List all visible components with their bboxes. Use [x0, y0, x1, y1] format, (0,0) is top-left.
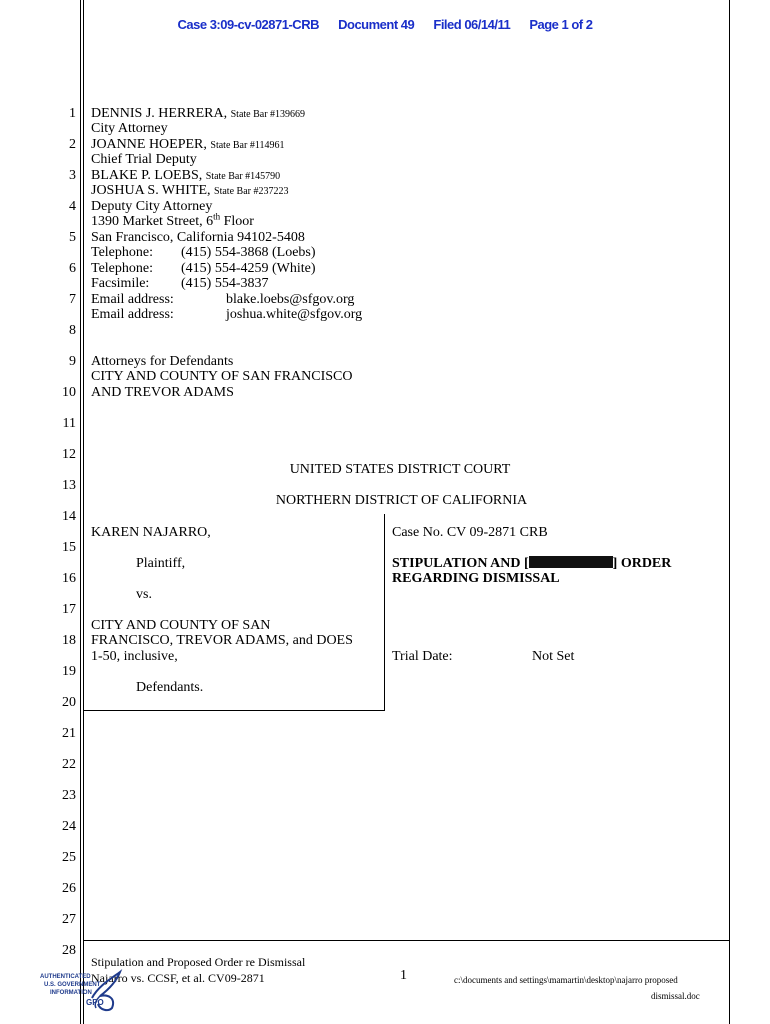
header-document: Document 49	[338, 17, 415, 32]
line-number: 25	[62, 850, 76, 865]
address-line-1	[91, 211, 254, 230]
line-number: 1	[69, 106, 76, 121]
attorney-1-title: City Attorney	[91, 121, 168, 136]
attorney-4-name: JOSHUA S. WHITE,	[91, 183, 211, 198]
defendants-line-3: 1-50, inclusive,	[91, 649, 178, 664]
line-number: 12	[62, 447, 76, 462]
caption-box	[84, 514, 385, 711]
document-title-b: ] ORDER	[612, 556, 672, 571]
margin-rule-left-2	[83, 0, 84, 1024]
line-number: 20	[62, 695, 76, 710]
seal-text-1: AUTHENTICATED	[40, 974, 91, 980]
versus: vs.	[136, 587, 152, 602]
line-number: 11	[62, 416, 76, 431]
email-1-label: Email address:	[91, 292, 174, 307]
email-2-label: Email address:	[91, 307, 174, 322]
seal-text-2: U.S. GOVERNMENT	[44, 982, 101, 988]
email-1-value: blake.loebs@sfgov.org	[226, 292, 355, 307]
line-number: 28	[62, 943, 76, 958]
address-ordinal-sup: th	[213, 211, 221, 222]
header-case: Case 3:09-cv-02871-CRB	[177, 17, 319, 32]
line-number: 8	[69, 323, 76, 338]
seal-text-3: INFORMATION	[50, 990, 92, 996]
attorneys-for-label: Attorneys for Defendants	[91, 354, 234, 369]
attorney-4-title: Deputy City Attorney	[91, 199, 213, 214]
footer-path-line-2: dismissal.doc	[651, 991, 700, 1001]
footer-path-line-1: c:\documents and settings\mamartin\desktop\najarro proposed	[454, 975, 678, 985]
telephone-1-label: Telephone:	[91, 245, 153, 260]
ecf-header	[0, 17, 770, 32]
attorney-3-bar: State Bar #145790	[205, 171, 281, 182]
line-number: 17	[62, 602, 76, 617]
line-number: 16	[62, 571, 76, 586]
facsimile-value: (415) 554-3837	[181, 276, 269, 291]
court-district: NORTHERN DISTRICT OF CALIFORNIA	[275, 493, 528, 508]
line-number: 13	[62, 478, 76, 493]
telephone-1-value: (415) 554-3868 (Loebs)	[181, 245, 316, 260]
line-number: 4	[69, 199, 76, 214]
defendants-line-2: FRANCISCO, TREVOR ADAMS, and DOES	[91, 633, 353, 648]
footer-title: Stipulation and Proposed Order re Dismissal	[91, 955, 306, 969]
line-number: 18	[62, 633, 76, 648]
line-number: 15	[62, 540, 76, 555]
trial-date-value: Not Set	[532, 649, 575, 664]
gpo-authentication-seal	[36, 968, 131, 1016]
attorney-4-bar: State Bar #237223	[214, 186, 289, 197]
trial-date-label: Trial Date:	[392, 649, 453, 664]
line-number: 27	[62, 912, 76, 927]
line-number: 19	[62, 664, 76, 679]
margin-rule-right	[729, 0, 730, 1024]
line-number: 24	[62, 819, 76, 834]
line-number: 6	[69, 261, 76, 276]
footer-case: Najarro vs. CCSF, et al. CV09-2871	[91, 971, 265, 985]
attorney-1-name: DENNIS J. HERRERA,	[91, 106, 228, 121]
line-number: 21	[62, 726, 76, 741]
header-filed: Filed 06/14/11	[433, 17, 511, 32]
attorney-4-line	[91, 183, 288, 200]
line-number: 14	[62, 509, 76, 524]
document-title-line-1	[392, 556, 671, 572]
facsimile-label: Facsimile:	[91, 276, 150, 291]
seal-gpo-mark: GPO	[86, 998, 104, 1007]
line-number: 3	[69, 168, 76, 183]
line-number: 5	[69, 230, 76, 245]
line-number: 22	[62, 757, 76, 772]
redaction-block	[529, 556, 613, 568]
attorney-2-bar: State Bar #114961	[210, 140, 285, 151]
line-number: 26	[62, 881, 76, 896]
document-title-a: STIPULATION AND [	[392, 556, 529, 571]
attorneys-for-line-2: AND TREVOR ADAMS	[91, 385, 234, 400]
plaintiff-role: Plaintiff,	[136, 556, 186, 571]
footer-page-number: 1	[400, 968, 407, 983]
address-floor: Floor	[220, 214, 254, 229]
attorney-2-title: Chief Trial Deputy	[91, 152, 197, 167]
line-number: 9	[69, 354, 76, 369]
document-title-line-2: REGARDING DISMISSAL	[392, 571, 560, 586]
line-number: 2	[69, 137, 76, 152]
plaintiff-name: KAREN NAJARRO,	[91, 525, 211, 540]
telephone-2-value: (415) 554-4259 (White)	[181, 261, 316, 276]
case-number: Case No. CV 09-2871 CRB	[392, 525, 548, 540]
telephone-2-label: Telephone:	[91, 261, 153, 276]
defendants-role: Defendants.	[136, 680, 204, 695]
attorney-2-name: JOANNE HOEPER,	[91, 137, 207, 152]
email-2-value: joshua.white@sfgov.org	[226, 307, 363, 322]
court-name: UNITED STATES DISTRICT COURT	[289, 462, 511, 477]
address-street: 1390 Market Street, 6	[91, 214, 214, 229]
eagle-icon	[86, 968, 126, 1014]
attorney-3-name: BLAKE P. LOEBS,	[91, 168, 203, 183]
attorneys-for-line-1: CITY AND COUNTY OF SAN FRANCISCO	[91, 369, 353, 384]
line-number: 7	[69, 292, 76, 307]
address-line-2: San Francisco, California 94102-5408	[91, 230, 305, 245]
header-page: Page 1 of 2	[529, 17, 593, 32]
footer-rule	[84, 940, 729, 941]
attorney-1-bar: State Bar #139669	[230, 109, 306, 120]
line-number: 23	[62, 788, 76, 803]
defendants-line-1: CITY AND COUNTY OF SAN	[91, 618, 271, 633]
line-number: 10	[62, 385, 76, 400]
margin-rule-left-1	[80, 0, 81, 1024]
